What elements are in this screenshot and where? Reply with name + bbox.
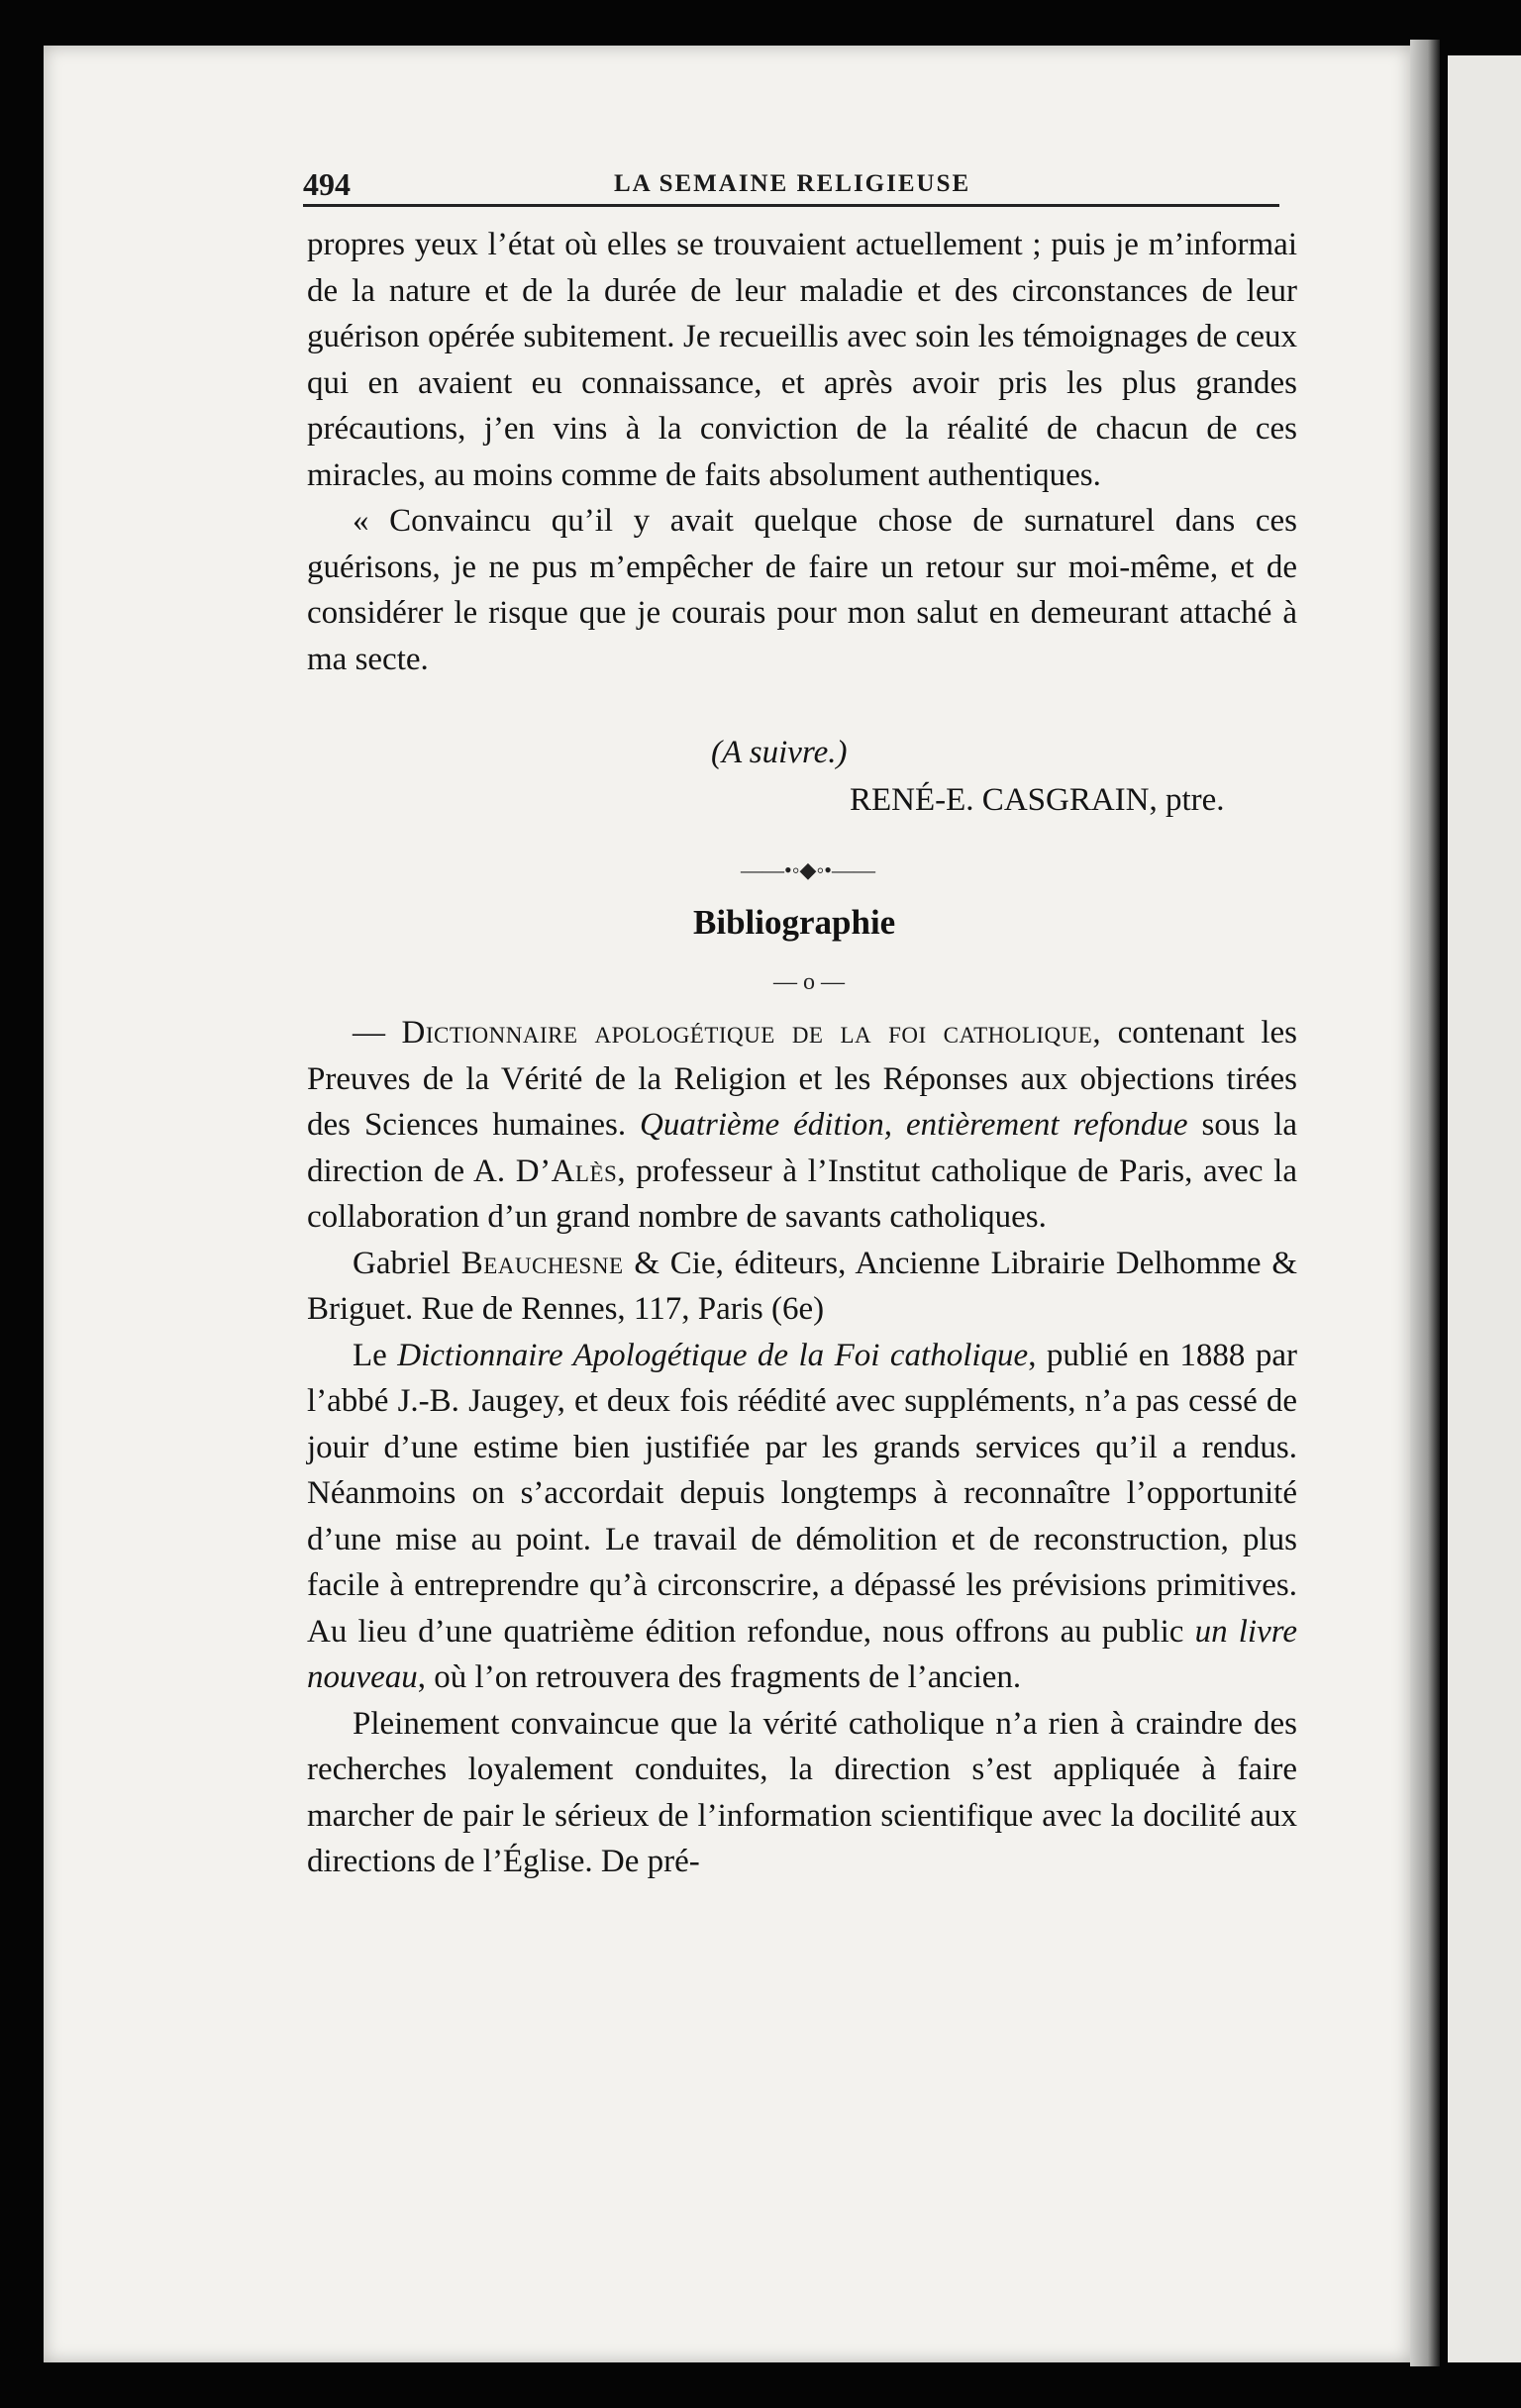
bibliography-entry [307,1010,1297,1241]
bibliography-text [307,1010,1297,1885]
entry-dash: — [353,1015,402,1051]
entry-editor-name: D’Alès [515,1153,618,1189]
publisher-b: & Cie, éditeurs, Ancienne Librairie Delhomme & Briguet. Rue de Rennes, 117, Paris (6e) [307,1245,1297,1327]
publisher-a: Gabriel [353,1245,461,1281]
review-paragraph-1 [307,1333,1297,1701]
intro-text [307,222,1297,682]
review-p1-c: , où l’on retrouvera des fragments de l’ancien. [417,1659,1022,1695]
entry-description-c: , professeur à l’Institut catholique de Paris, avec la collaboration d’un grand nombre de savants catholiques. [307,1153,1297,1235]
entry-description-b: sous la direction de A. [307,1107,1298,1189]
page-edge-shadow [1410,40,1440,2366]
review-paragraph-2: Pleinement convaincue que la vérité catholique n’a rien à craindre des recherches loyalement conduites, la direction s’est appliquée à faire marcher de pair le sérieux de l’information scientifique avec la docilité aux directions de l’Église. De pré- [307,1705,1297,1879]
intro-paragraph-2: « Convaincu qu’il y avait quelque chose de surnaturel dans ces guérisons, je ne pus m’empêcher de faire un retour sur moi-même, et de considérer le risque que je courais pour mon salut en demeurant attaché à ma secte. [307,503,1297,677]
section-divider-ornament: ——•◦◆◦•—— [741,857,875,882]
section-sub-divider: — o — [773,969,845,995]
header-rule [303,204,1279,207]
to-be-continued: (A suivre.) [711,735,848,770]
review-p1-b: , publié en 1888 par l’abbé J.-B. Jaugey, et deux fois réédité avec suppléments, n’a pas cessé de jouir d’une estime bien justifiée par les grands services qu’il a rendus. Néanmoins on s’accordait depuis longtemps à reconnaître l’opportunité d’une mise au point. Le travail de démolition et de reconstruction, plus facile à entreprendre qu’à circonscrire, a dépassé les prévisions primitives. Au lieu d’une quatrième édition refondue, nous offrons au public [307,1337,1297,1650]
page-number: 494 [303,166,351,202]
author-signature: RENÉ-E. CASGRAIN, ptre. [850,782,1225,818]
review-p1-a: Le [353,1337,398,1373]
entry-edition: Quatrième édition, entièrement refondue [640,1107,1188,1143]
publisher-line [307,1241,1297,1333]
entry-description-a: contenant les Preuves de la Vérité de la Religion et les Réponses aux objections tirées des Sciences humaines. [307,1015,1297,1143]
running-head [303,166,1279,206]
publisher-name: Beauchesne [460,1245,624,1281]
intro-paragraph-1: propres yeux l’état où elles se trouvaient actuellement ; puis je m’informai de la nature et de la durée de leur maladie et des circonstances de leur guérison opérée subitement. Je recueillis avec soin les témoignages de ceux qui en avaient eu connaissance, et après avoir pris les plus grandes précautions, j’en vins à la conviction de la réalité de chacun de ces miracles, au moins comme de faits absolument authentiques. [307,227,1297,493]
entry-title: Dictionnaire apologétique de la foi catholique, [401,1015,1102,1051]
running-title: LA SEMAINE RELIGIEUSE [614,170,971,197]
section-title: Bibliographie [693,903,896,942]
review-p1-title: Dictionnaire Apologétique de la Foi catholique [397,1337,1029,1373]
review-p1-emphasis: un livre nouveau [307,1613,1298,1695]
facing-page-edge [1448,55,1521,2362]
